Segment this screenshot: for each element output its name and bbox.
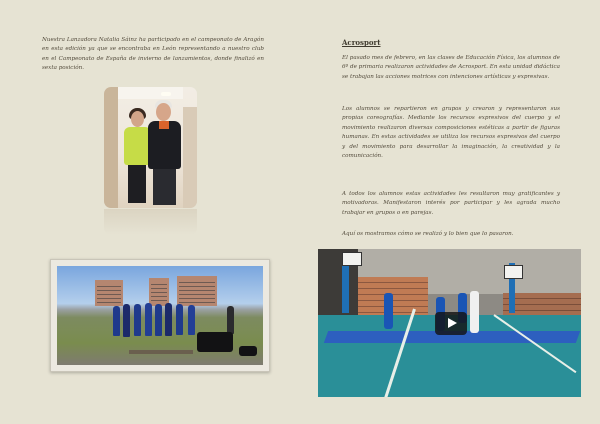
right-page xyxy=(300,0,600,424)
play-icon[interactable] xyxy=(435,312,467,335)
article-paragraph-3: A todos los alumnos estas actividades les resultaron muy gratificantes y motivadoras. Manifestaron interés por participar y les agrada mucho trabajar en grupos o en parejas. xyxy=(342,191,560,216)
article-heading: Acrosport xyxy=(342,38,381,47)
photo-reflection xyxy=(104,209,197,235)
team-outdoor-photo xyxy=(50,259,270,372)
article-paragraph-2: Los alumnos se repartieron en grupos y crearon y representaron sus propias coreografías. Mediante los recursos expresivos del cuerpo y el movimiento realizaron diversas composiciones estéticas a partir de figuras humanas. En estas actividades se utiliza los recursos expresivos del cuerpo y del movimiento para desarrollar la imaginación, la creatividad y la comunicación. xyxy=(342,106,560,160)
athletes-portrait-photo xyxy=(104,87,197,208)
intro-paragraph: Nuestra Lanzadora Natalia Sáinz ha participado en el campeonato de Aragón en esta edición ya que se encontraba en León representando a nuestro club en el Campeonato de España de invierno de lanzamientos, donde finalizó en sexta posición. xyxy=(42,37,264,72)
acrosport-video-player[interactable] xyxy=(318,249,581,397)
article-paragraph-1: El pasado mes de febrero, en las clases de Educación Física, los alumnos de 6º de primaria realizaron actividades de Acrosport. En esta unidad didáctica se trabajan las acciones motrices con intenciones artísticas y expresivas. xyxy=(342,55,560,80)
article-paragraph-4: Aquí os mostramos cómo se realizó y lo bien que lo pasaron. xyxy=(342,231,514,237)
